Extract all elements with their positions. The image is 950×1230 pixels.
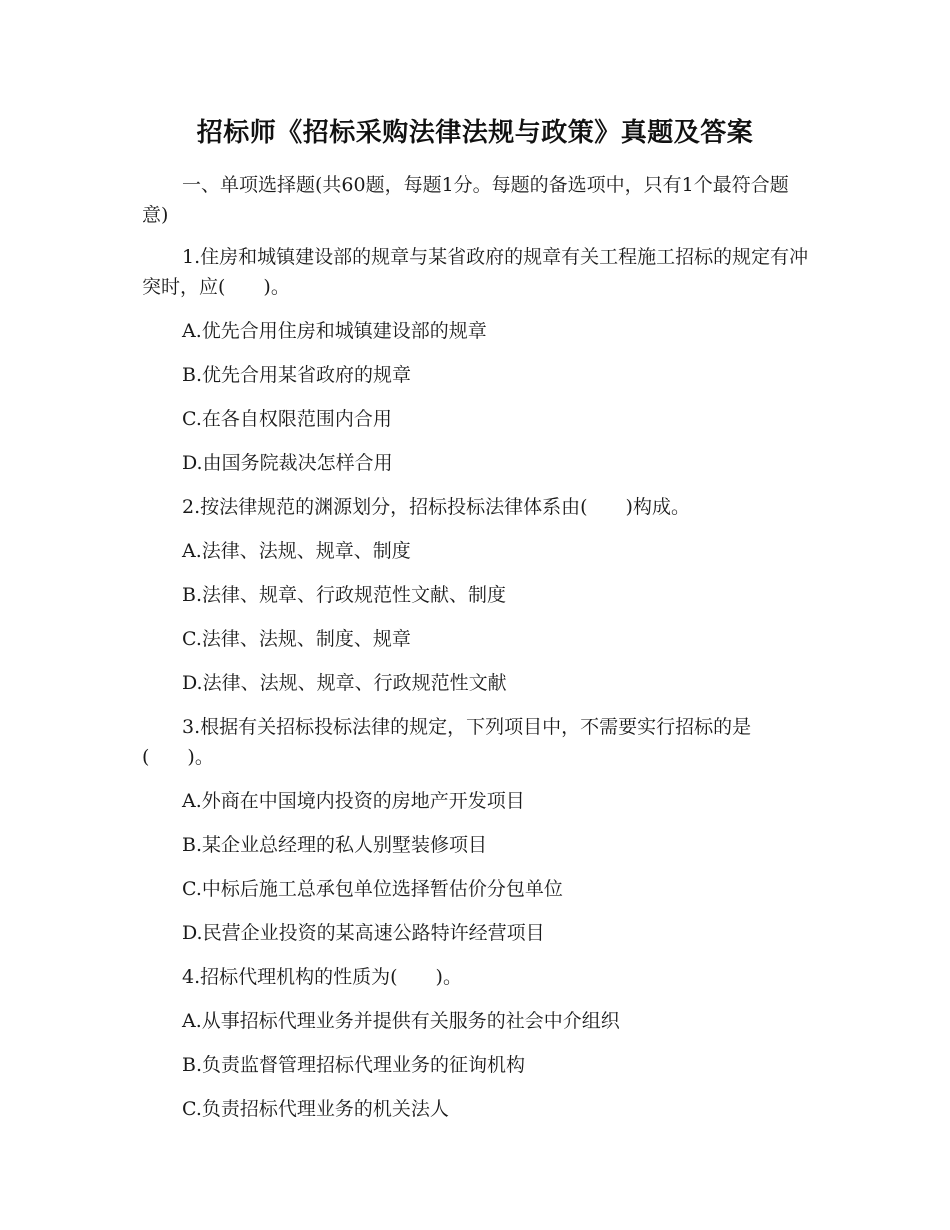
option-d: D.法律、法规、规章、行政规范性文献	[182, 672, 507, 694]
option-b: B.法律、规章、行政规范性文献、制度	[182, 584, 507, 606]
option-c: C.在各自权限范围内合用	[182, 408, 392, 430]
option-d: D.由国务院裁决怎样合用	[182, 452, 393, 474]
option-b: B.负责监督管理招标代理业务的征询机构	[182, 1054, 526, 1076]
section-intro: 一、单项选择题(共60题，每题1分。每题的备选项中，只有1个最符合题意)	[142, 174, 789, 226]
question-stem: 3.根据有关招标投标法律的规定，下列项目中，不需要实行招标的是( )。	[142, 716, 752, 768]
question-stem: 2.按法律规范的渊源划分，招标投标法律体系由( )构成。	[182, 496, 690, 518]
option-a: A.从事招标代理业务并提供有关服务的社会中介组织	[182, 1010, 620, 1032]
option-c: C.中标后施工总承包单位选择暂估价分包单位	[182, 878, 563, 900]
option-a: A.法律、法规、规章、制度	[182, 540, 411, 562]
question-stem: 4.招标代理机构的性质为( )。	[182, 966, 462, 988]
option-d: D.民营企业投资的某高速公路特许经营项目	[182, 922, 545, 944]
option-c: C.法律、法规、制度、规章	[182, 628, 411, 650]
option-b: B.某企业总经理的私人别墅装修项目	[182, 834, 488, 856]
question-3	[142, 712, 812, 948]
document-title: 招标师《招标采购法律法规与政策》真题及答案	[196, 118, 754, 148]
question-1	[142, 242, 812, 478]
question-list	[142, 242, 812, 1138]
question-4	[142, 962, 812, 1124]
option-b: B.优先合用某省政府的规章	[182, 364, 412, 386]
option-a: A.优先合用住房和城镇建设部的规章	[182, 320, 487, 342]
option-a: A.外商在中国境内投资的房地产开发项目	[182, 790, 525, 812]
option-c: C.负责招标代理业务的机关法人	[182, 1098, 449, 1120]
question-stem: 1.住房和城镇建设部的规章与某省政府的规章有关工程施工招标的规定有冲突时，应( )。	[142, 246, 809, 298]
question-2	[142, 492, 812, 698]
